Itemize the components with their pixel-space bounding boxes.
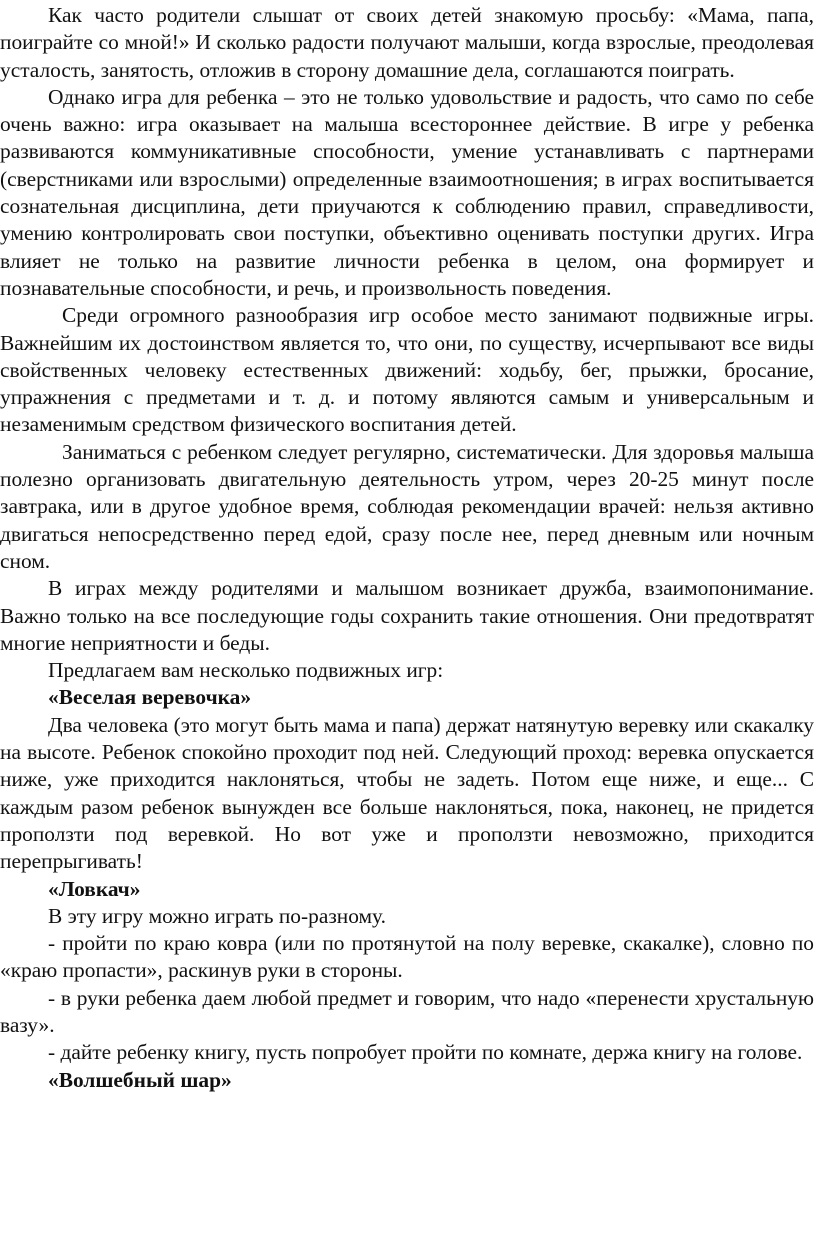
paragraph-verevochka-rules: Два человека (это могут быть мама и папа) держат натянутую веревку или скакалку на высоте. Ребенок спокойно проходит под ней. Следующий проход: веревка опускается ниже, уже приходится наклоняться, чтобы не задеть. Потом еще ниже, и еще... С каждым разом ребенок вынужден все больше наклоняться, пока, наконец, не придется проползти под веревкой. Но вот уже и проползти невозможно, приходится перепрыгивать!: [0, 712, 814, 874]
paragraph-active-games: Среди огромного разнообразия игр особое место занимают подвижные игры. Важнейшим их достоинством является то, что они, по существу, исчерпывают все виды свойственных человеку естественных движений: ходьбу, бег, прыжки, бросание, упражнения с предметами и т. д. и потому являются самым и универсальным и незаменимым средством физического воспитания детей.: [0, 303, 814, 437]
heading-lovkach: «Ловкач»: [48, 876, 141, 901]
heading-volshebny-shar: «Волшебный шар»: [48, 1067, 232, 1092]
paragraph-friendship: В играх между родителями и малышом возникает дружба, взаимопонимание. Важно только на все последующие годы сохранить такие отношения. Они предотвратят многие неприятности и беды.: [0, 576, 814, 655]
heading-veselaya-verevochka: «Веселая веревочка»: [48, 685, 252, 710]
paragraph-intro: Как часто родители слышат от своих детей знакомую просьбу: «Мама, папа, поиграйте со мной!» И сколько радости получают малыши, когда взрослые, преодолевая усталость, занятость, отложив в сторону домашние дела, соглашаются поиграть.: [0, 3, 814, 82]
paragraph-games-intro: Предлагаем вам несколько подвижных игр:: [48, 658, 444, 683]
paragraph-lovkach-intro: В эту игру можно играть по-разному.: [48, 903, 386, 928]
paragraph-game-value: Однако игра для ребенка – это не только удовольствие и радость, что само по себе очень важно: игра оказывает на малыша всестороннее действие. В игре у ребенка развиваются коммуникативные способности, умение устанавливать с партнерами (сверстниками или взрослыми) определенные взаимоотношения; в играх воспитывается сознательная дисциплина, дети приучаются к соблюдению правил, справедливости, умению контролировать свои поступки, объективно оценивать поступки других. Игра влияет не только на развитие личности ребенка в целом, она формирует и познавательные способности, и речь, и произвольность поведения.: [0, 84, 814, 300]
document-page: [0, 2, 814, 1094]
paragraph-regularity: Заниматься с ребенком следует регулярно, систематически. Для здоровья малыша полезно организовать двигательную деятельность утром, через 20-25 минут после завтрака, или в другое удобное время, соблюдая рекомендации врачей: нельзя активно двигаться непосредственно перед едой, сразу после нее, перед дневным или ночным сном.: [0, 439, 814, 573]
list-item-crystal-vase: - в руки ребенка даем любой предмет и говорим, что надо «перенести хрустальную вазу».: [0, 985, 814, 1037]
list-item-book-on-head: - дайте ребенку книгу, пусть попробует пройти по комнате, держа книгу на голове.: [48, 1040, 803, 1065]
list-item-carpet-edge: - пройти по краю ковра (или по протянутой на полу веревке, скакалке), словно по «краю пропасти», раскинув руки в стороны.: [0, 931, 814, 983]
